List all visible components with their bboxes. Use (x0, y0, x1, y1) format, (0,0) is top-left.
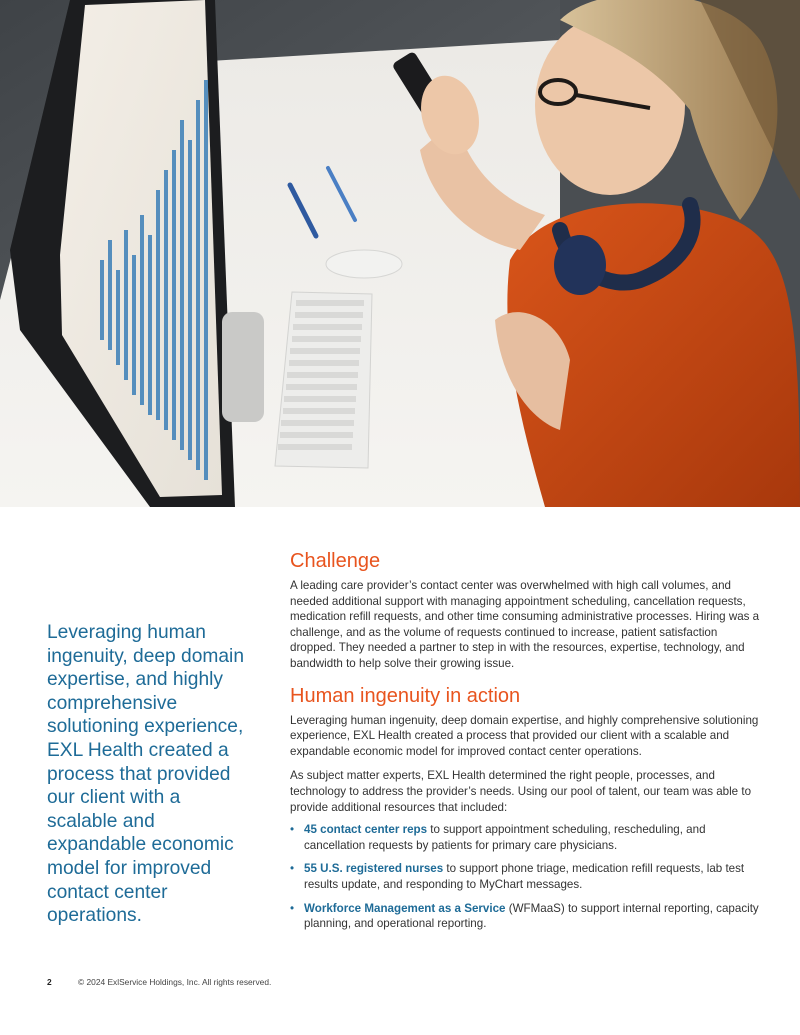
list-item-text: (WFMaaS) to support internal reporting, capacity planning, and operational reporting. (304, 901, 759, 931)
photo-woman-on-phone-at-computer-icon (0, 0, 800, 507)
action-paragraph-2: As subject matter experts, EXL Health determined the right people, processes, and technology to address the provider’s needs. Using our pool of talent, our team was able to provide additional resources that included: (290, 769, 752, 814)
list-item-highlight: 55 U.S. registered nurses (304, 862, 444, 876)
list-item-highlight: Workforce Management as a Service (304, 901, 506, 915)
list-item (290, 901, 760, 932)
hero-photo (0, 0, 800, 507)
copyright-text: © 2024 ExlService Holdings, Inc. All rights reserved. (78, 977, 272, 987)
action-heading: Human ingenuity in action (290, 684, 521, 707)
list-item-text: to support phone triage, medication refill requests, lab test results update, and responding to MyChart messages. (304, 862, 745, 891)
page-number: 2 (47, 977, 52, 987)
bullet-icon: • (290, 862, 295, 876)
list-item-highlight: 45 contact center reps (304, 823, 428, 837)
list-item (290, 822, 760, 853)
bullet-icon: • (290, 823, 295, 837)
main-content (290, 549, 760, 940)
challenge-heading: Challenge (290, 550, 381, 572)
action-paragraph-1: Leveraging human ingenuity, deep domain expertise, and highly comprehensive solutioning experience, EXL Health created a process that provided our client with a scalable and expandable economic model for improved contact center operations. (290, 713, 759, 758)
list-item (290, 861, 760, 892)
pull-quote: Leveraging human ingenuity, deep domain expertise, and highly comprehensive solutioning experience, EXL Health created a process that provided our client with a scalable and expandable economic model for improved contact center operations. (47, 622, 244, 927)
resource-list (290, 822, 760, 932)
page-footer (47, 977, 271, 987)
list-item-text: to support appointment scheduling, rescheduling, and cancellation requests by patients for primary care physicians. (304, 823, 706, 852)
bullet-icon: • (290, 901, 295, 915)
challenge-body: A leading care provider’s contact center was overwhelmed with high call volumes, and needed additional support with managing appointment scheduling, cancellation requests, medication refill requests, and other time consuming administrative processes. Hiring was a challenge, and as the volume of requests continued to increase, patient satisfaction dropped. They needed a partner to step in with the resources, expertise, technology, and bandwidth to help solve their growing issue. (290, 579, 760, 670)
